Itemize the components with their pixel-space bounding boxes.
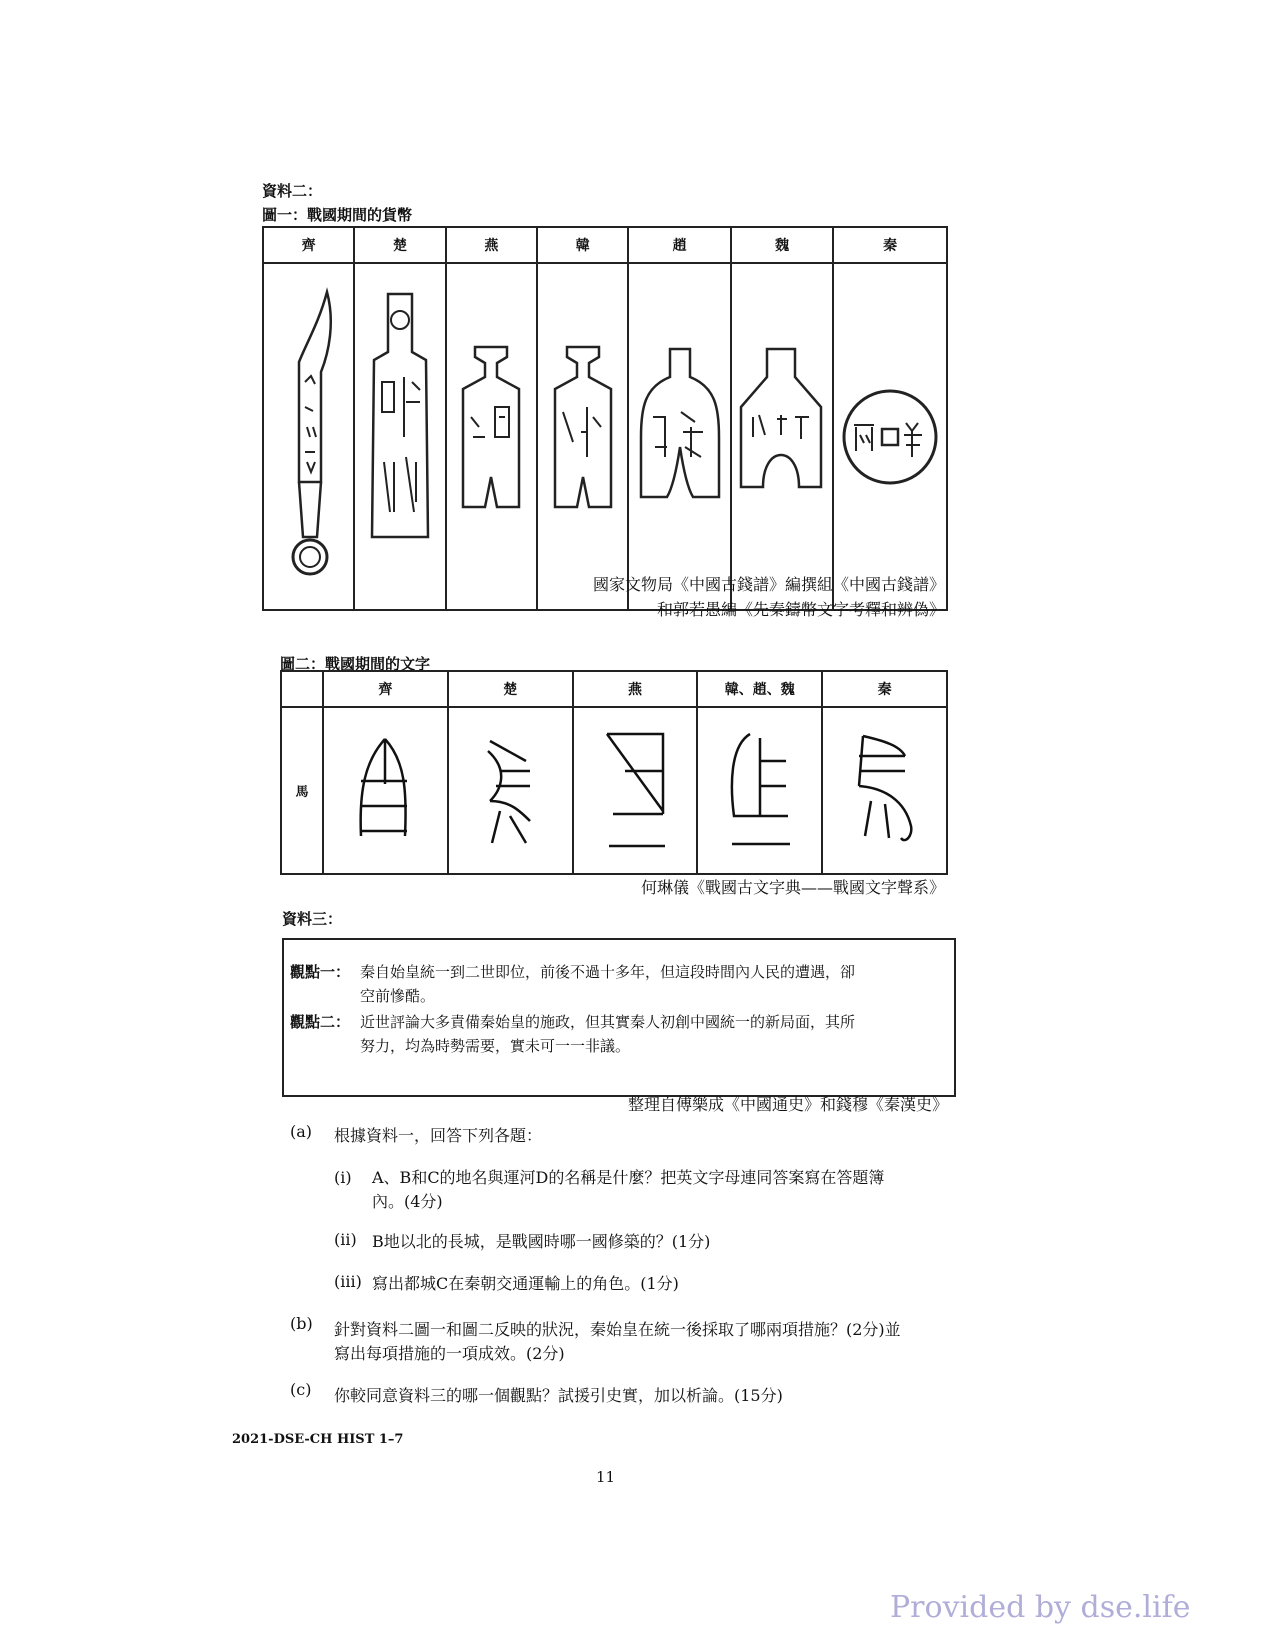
question-b-line1: 針對資料二圖一和圖二反映的狀況，秦始皇在統一後採取了哪兩項措施？(2分)並 (334, 1320, 901, 1339)
viewpoints-box (282, 938, 956, 1097)
script-table (280, 670, 948, 875)
fig1-reference-line1: 國家文物局《中國古錢譜》編撰組《中國古錢譜》 (592, 575, 945, 594)
fig2-header-chu: 楚 (448, 671, 573, 707)
horse-glyph-qi (323, 707, 448, 874)
source3-title: 資料三： (282, 910, 343, 928)
ban-liang-coin-drawing (840, 387, 940, 487)
fig1-header-yan: 燕 (446, 227, 537, 263)
question-a-iii-label: (iii) (334, 1272, 362, 1291)
currency-table (262, 226, 948, 611)
fig2-reference: 何琳儀《戰國古文字典——戰國文字聲系》 (640, 878, 945, 897)
fig2-row-label: 馬 (281, 707, 323, 874)
horse-character-drawing (595, 726, 675, 856)
long-spade-drawing (360, 282, 440, 592)
question-a-i-label: (i) (334, 1168, 352, 1187)
question-a-label: (a) (290, 1122, 313, 1141)
fig1-header-qi: 齊 (263, 227, 354, 263)
knife-coin-qi (263, 263, 354, 610)
view1-line1: 秦自始皇統一到二世即位，前後不過十多年，但這段時間內人民的遭遇，卻 (360, 963, 856, 981)
round-coin-qin (833, 263, 947, 610)
horse-character-drawing (345, 731, 425, 851)
fig1-header-wei: 魏 (731, 227, 833, 263)
question-a-i-line1: A、B和C的地名與運河D的名稱是什麼？把英文字母連同答案寫在答題簿 (372, 1168, 885, 1187)
fig1-header-qin: 秦 (833, 227, 947, 263)
horse-character-drawing (470, 731, 550, 851)
question-a-iii-text: 寫出都城C在秦朝交通運輸上的角色。(1分) (372, 1274, 679, 1293)
question-a-text: 根據資料一，回答下列各題： (334, 1126, 543, 1145)
spade-coin-zhao (628, 263, 730, 610)
fig1-header-han: 韓 (537, 227, 628, 263)
view2-line2: 努力，均為時勢需要，實未可一一非議。 (360, 1037, 631, 1055)
horse-character-drawing (845, 726, 925, 856)
exam-code: 2021-DSE-CH HIST 1–7 (232, 1432, 404, 1447)
source3-reference: 整理自傅樂成《中國通史》和錢穆《秦漢史》 (627, 1095, 948, 1114)
fig2-header-han-zhao-wei: 韓、趙、魏 (697, 671, 822, 707)
horse-glyph-yan (573, 707, 698, 874)
view2-line1: 近世評論大多責備秦始皇的施政，但其實秦人初創中國統一的新局面，其所 (360, 1013, 856, 1031)
knife-coin-drawing (269, 282, 349, 592)
source2-title: 資料二： (262, 182, 323, 200)
spade-coin-yan (446, 263, 537, 610)
fig2-header-qin: 秦 (822, 671, 947, 707)
view1-label: 觀點一： (290, 963, 351, 981)
horse-glyph-qin (822, 707, 947, 874)
page-number: 11 (596, 1468, 616, 1486)
fig2-header-yan: 燕 (573, 671, 698, 707)
fig1-reference-line2: 和郭若愚編《先秦鑄幣文字考釋和辨偽》 (656, 600, 945, 619)
fig1-header-chu: 楚 (354, 227, 445, 263)
watermark: Provided by dse.life (890, 1590, 1191, 1625)
round-shoulder-spade-drawing (635, 337, 725, 537)
view2-label: 觀點二： (290, 1013, 351, 1031)
view1-line2: 空前慘酷。 (360, 987, 436, 1005)
spade-coin-wei (731, 263, 833, 610)
fig2-corner (281, 671, 323, 707)
question-c-label: (c) (290, 1380, 312, 1399)
square-spade-drawing (543, 337, 623, 537)
question-c-text: 你較同意資料三的哪一個觀點？試援引史實，加以析論。(15分) (334, 1386, 783, 1405)
spade-coin-han (537, 263, 628, 610)
question-a-ii-label: (ii) (334, 1230, 357, 1249)
spade-coin-chu (354, 263, 445, 610)
fig2-header-qi: 齊 (323, 671, 448, 707)
question-b-label: (b) (290, 1314, 313, 1333)
horse-glyph-han-zhao-wei (697, 707, 822, 874)
square-spade-drawing (451, 337, 531, 537)
fig1-title: 圖一：戰國期間的貨幣 (262, 206, 413, 224)
question-a-ii-text: B地以北的長城，是戰國時哪一國修築的？(1分) (372, 1232, 711, 1251)
horse-character-drawing (720, 726, 800, 856)
horse-glyph-chu (448, 707, 573, 874)
fig2-title: 圖二：戰國期間的文字 (280, 655, 431, 673)
arched-spade-drawing (737, 337, 827, 537)
fig1-header-zhao: 趙 (628, 227, 730, 263)
question-a-i-line2: 內。(4分) (372, 1192, 443, 1211)
question-b-line2: 寫出每項措施的一項成效。(2分) (334, 1344, 565, 1363)
